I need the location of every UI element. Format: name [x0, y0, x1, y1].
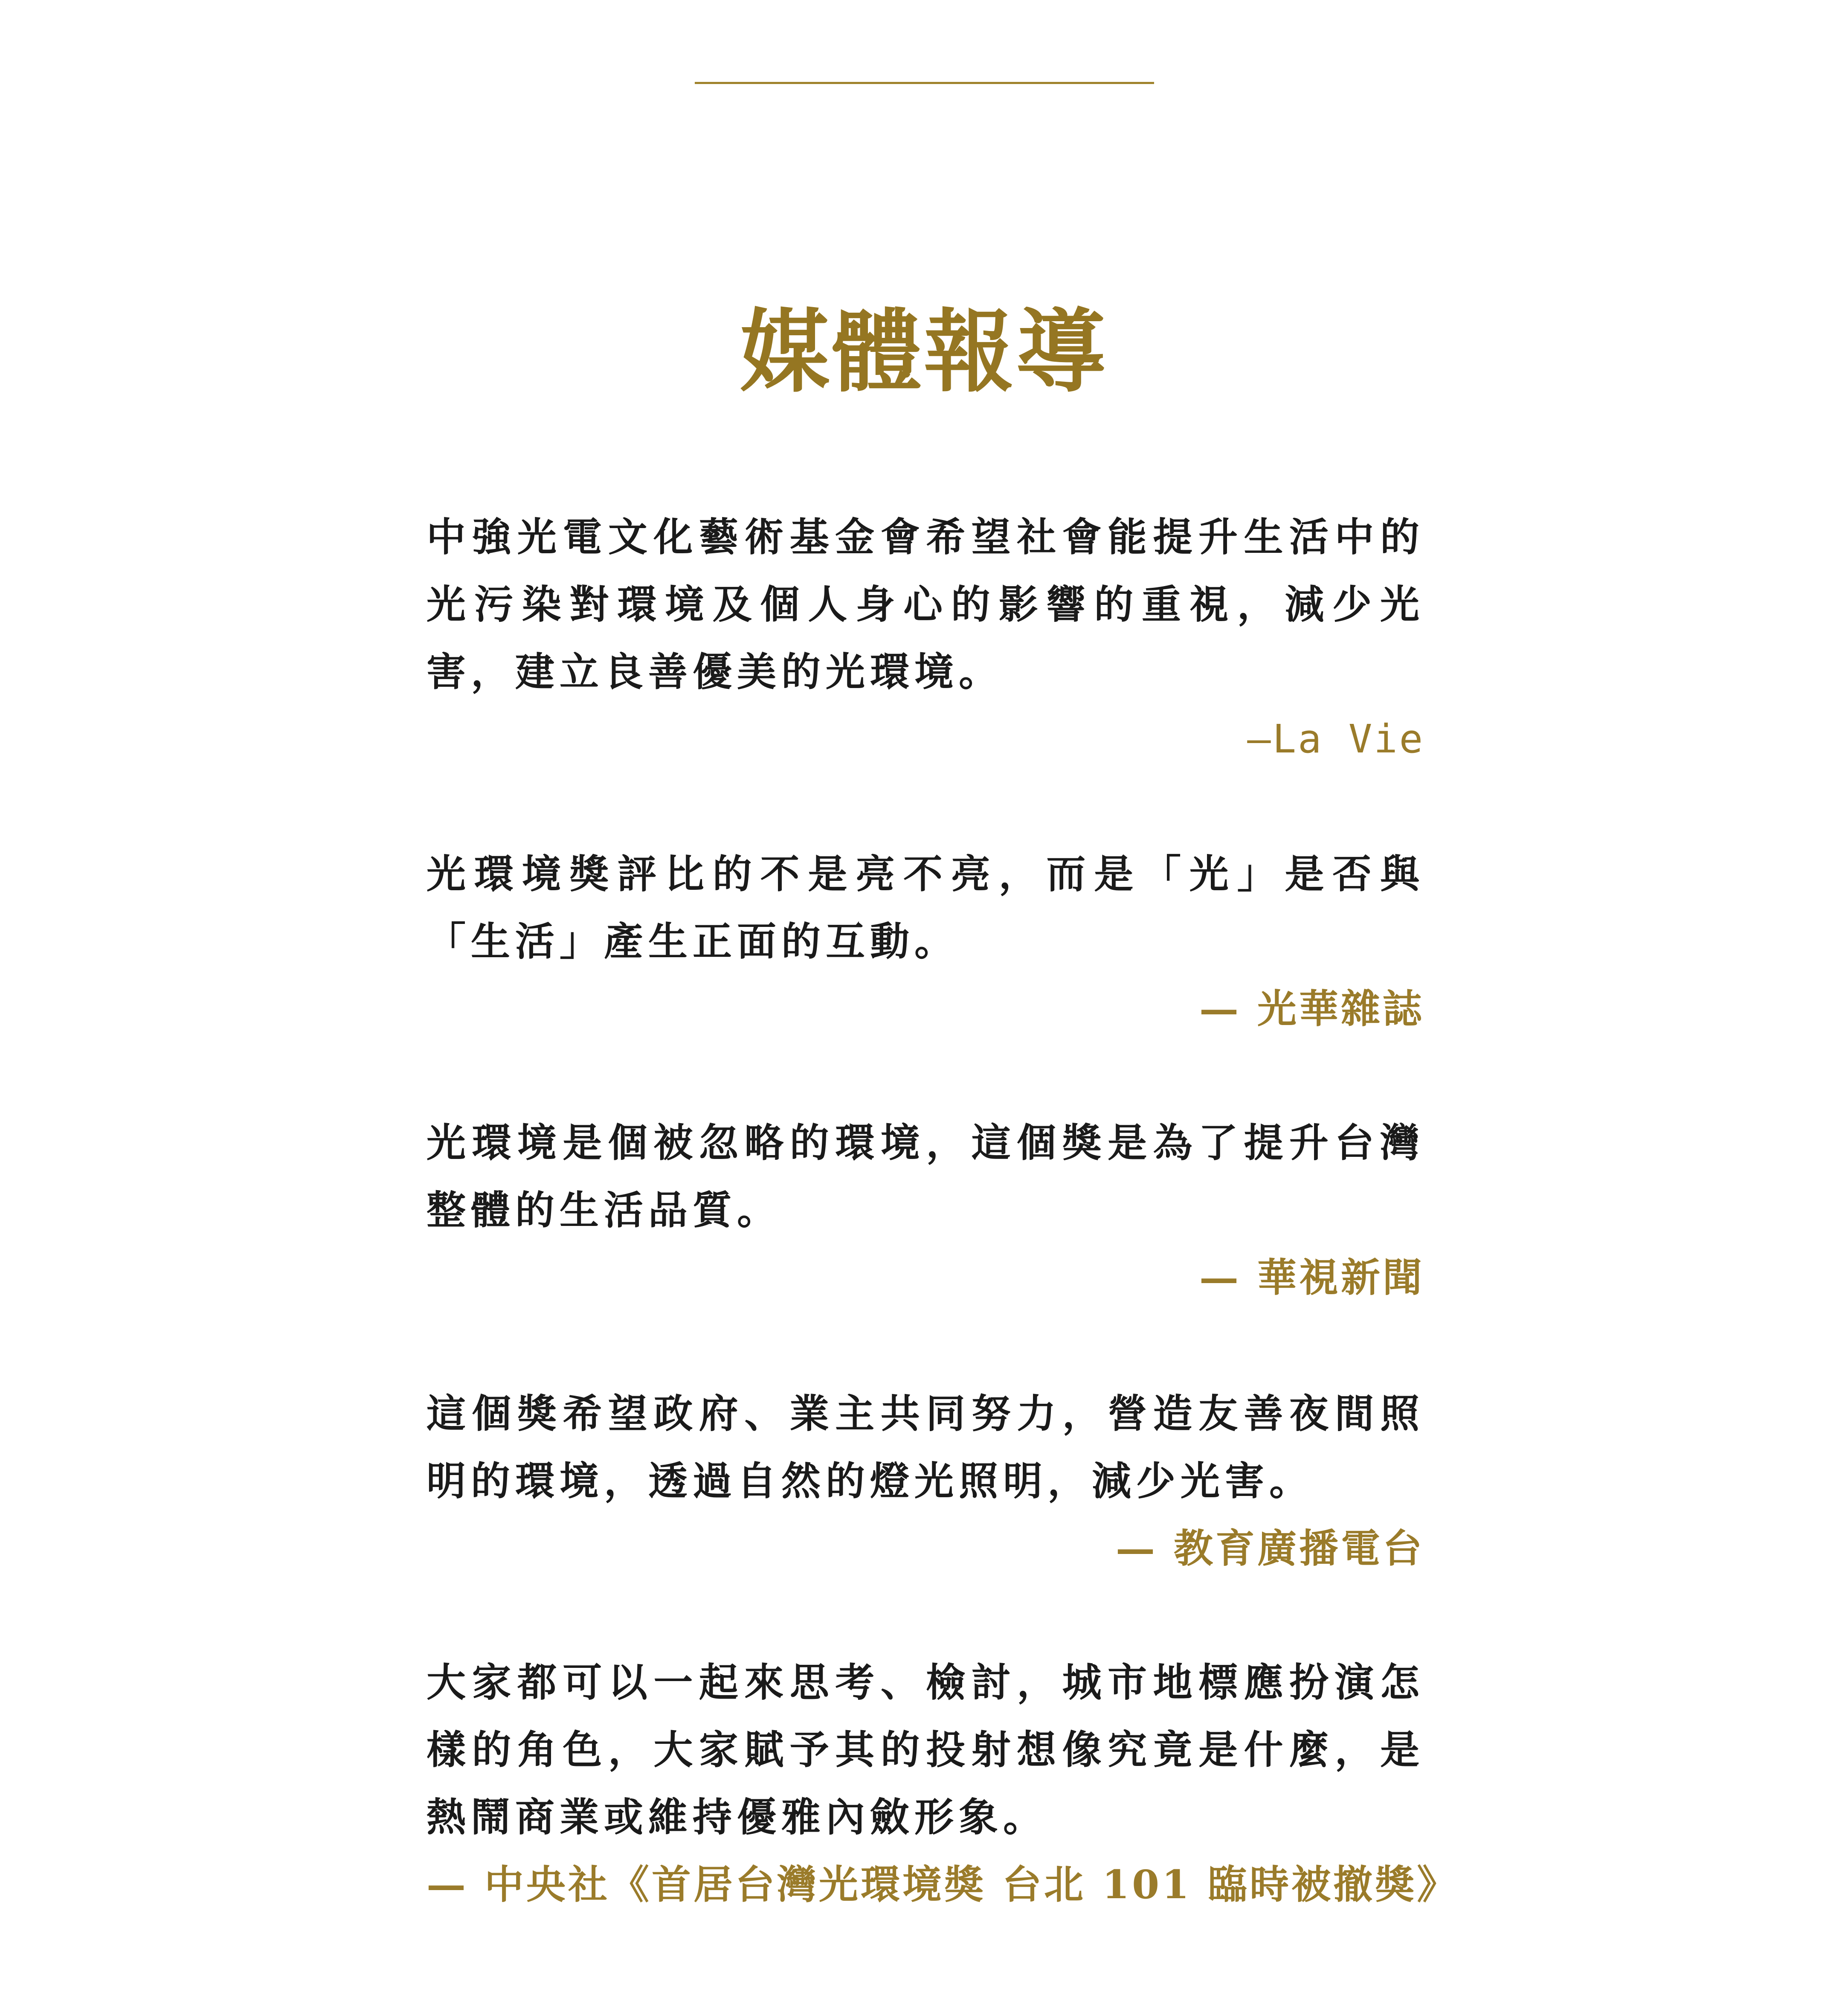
quote-source: — 中央社《首居台灣光環境獎 台北 101 臨時被撤獎》	[426, 1862, 1459, 1908]
quote-text: 這個獎希望政府、業主共同努力，營造友善夜間照明的環境，透過自然的燈光照明，減少光害。	[426, 1391, 1424, 1504]
page-title: 媒體報導	[740, 299, 1108, 404]
quote-item	[426, 503, 1424, 773]
quote-source: — 華視新聞	[1199, 1255, 1424, 1301]
quote-source: — 教育廣播電台	[1115, 1525, 1424, 1571]
quote-item	[426, 840, 1424, 1043]
quote-text: 光環境獎評比的不是亮不亮，而是「光」是否與「生活」產生正面的互動。	[426, 851, 1424, 964]
top-divider	[695, 82, 1154, 84]
quote-text: 中強光電文化藝術基金會希望社會能提升生活中的光污染對環境及個人身心的影響的重視，減少光害，建立良善優美的光環境。	[426, 514, 1424, 695]
quote-text: 光環境是個被忽略的環境，這個獎是為了提升台灣整體的生活品質。	[426, 1120, 1424, 1233]
quote-source: —La Vie	[1247, 716, 1424, 762]
quote-item	[426, 1649, 1459, 1918]
quote-text: 大家都可以一起來思考、檢討，城市地標應扮演怎樣的角色，大家賦予其的投射想像究竟是什麼，是熱鬧商業或維持優雅內斂形象。	[426, 1659, 1424, 1840]
quote-source: — 光華雜誌	[1199, 986, 1424, 1032]
quote-item	[426, 1380, 1424, 1582]
quote-item	[426, 1109, 1424, 1311]
